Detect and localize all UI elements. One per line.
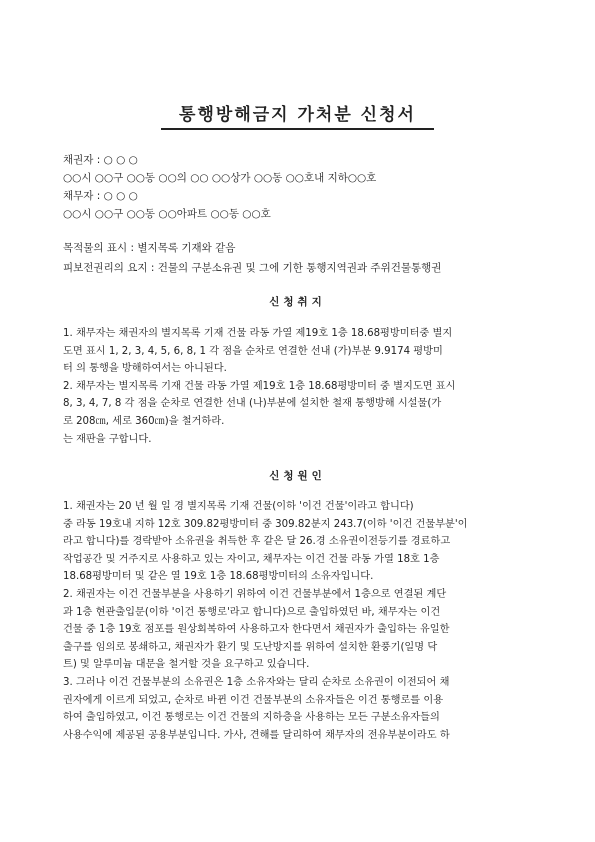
- purpose-line: 8, 3, 4, 7, 8 각 점을 순차로 연결한 선내 (나)부분에 설치한 철재 통행방해 시설물(가: [63, 398, 442, 410]
- purpose-line: 는 재판을 구합니다.: [63, 433, 152, 445]
- creditor-address: ○○시 ○○구 ○○동 ○○의 ○○ ○○상가 ○○동 ○○호내 지하○○호: [63, 172, 377, 184]
- purpose-line: 2. 채무자는 별지목록 기재 건물 라동 가열 제19호 1층 18.68평방미터 중 별지도면 표시: [63, 380, 456, 392]
- purpose-heading: 신청취지: [269, 296, 326, 308]
- cause-line: 트) 및 알루미늄 대문을 철거할 것을 요구하고 있습니다.: [63, 659, 310, 671]
- purpose-line: 터 의 통행을 방해하여서는 아니된다.: [63, 363, 227, 375]
- cause-body: [63, 498, 533, 744]
- cause-line: 출구를 임의로 봉쇄하고, 채권자가 환기 및 도난방지를 위하여 설치한 환풍기(일명 닥: [63, 641, 438, 653]
- purpose-line: 로 208㎝, 세로 360㎝)을 철거하라.: [63, 415, 225, 427]
- purpose-body: [63, 325, 533, 448]
- object-target: 목적물의 표시 : 별지목록 기재와 같음: [63, 242, 236, 254]
- cause-line: 중 라동 19호내 지하 12호 309.82평방미터 중 309.82분지 243.7(이하 '이건 건물부분'이: [63, 518, 468, 530]
- cause-line: 하여 출입하였고, 이건 통행로는 이건 건물의 지하층을 사용하는 모든 구분소유자들의: [63, 712, 440, 724]
- cause-line: 건물 중 1층 19호 점포를 원상회복하여 사용하고자 한다면서 채권자가 출입하는 유일한: [63, 624, 450, 636]
- preserved-right: 피보전권리의 요지 : 건물의 구분소유권 및 그에 기한 통행지역권과 주위건물통행권: [63, 262, 442, 274]
- cause-line: 권자에게 이르게 되었고, 순차로 바뀐 이건 건물부분의 소유자들은 이건 통행로를 이용: [63, 694, 444, 706]
- cause-line: 2. 채권자는 이건 건물부분을 사용하기 위하여 이건 건물부분에서 1층으로 연결된 계단: [63, 588, 447, 600]
- purpose-line: 1. 채무자는 채권자의 별지목록 기재 건물 라동 가열 제19호 1층 18.68평방미터중 별지: [63, 328, 453, 339]
- title-block: [0, 100, 595, 130]
- cause-line: 작업공간 및 거주지로 사용하고 있는 자이고, 채무자는 이건 건물 라동 가열 18호 1층: [63, 553, 440, 565]
- creditor-name: 채권자 : ○ ○ ○: [63, 154, 138, 166]
- cause-line: 사용수익에 제공된 공용부분입니다. 가사, 견해를 달리하여 채무자의 전유부분이라도 하: [63, 729, 450, 741]
- cause-line: 18.68평방미터 및 같은 열 19호 1층 18.68평방미터의 소유자입니다.: [63, 571, 374, 583]
- purpose-line: 도면 표시 1, 2, 3, 4, 5, 6, 8, 1 각 점을 순차로 연결한 선내 (가)부분 9.9174 평방미: [63, 345, 443, 357]
- debtor-address: ○○시 ○○구 ○○동 ○○아파트 ○○동 ○○호: [63, 208, 271, 220]
- cause-line: 3. 그러나 이건 건물부분의 소유권은 1층 소유자와는 달리 순차로 소유권이 이전되어 채: [63, 676, 450, 688]
- cause-line: 과 1층 현관출입문(이하 '이건 통행로'라고 합니다)으로 출입하였던 바, 채무자는 이건: [63, 606, 441, 618]
- document-title: 통행방해금지 가처분 신청서: [161, 100, 434, 130]
- cause-heading: 신청원인: [269, 470, 326, 482]
- cause-line: 라고 합니다)를 경락받아 소유권을 취득한 후 같은 달 26.경 소유권이전등기를 경료하고: [63, 536, 451, 548]
- debtor-name: 채무자 : ○ ○ ○: [63, 190, 138, 202]
- cause-line: 1. 채권자는 20 년 월 일 경 별지목록 기재 건물(이하 '이건 건물'이라고 합니다): [63, 501, 414, 512]
